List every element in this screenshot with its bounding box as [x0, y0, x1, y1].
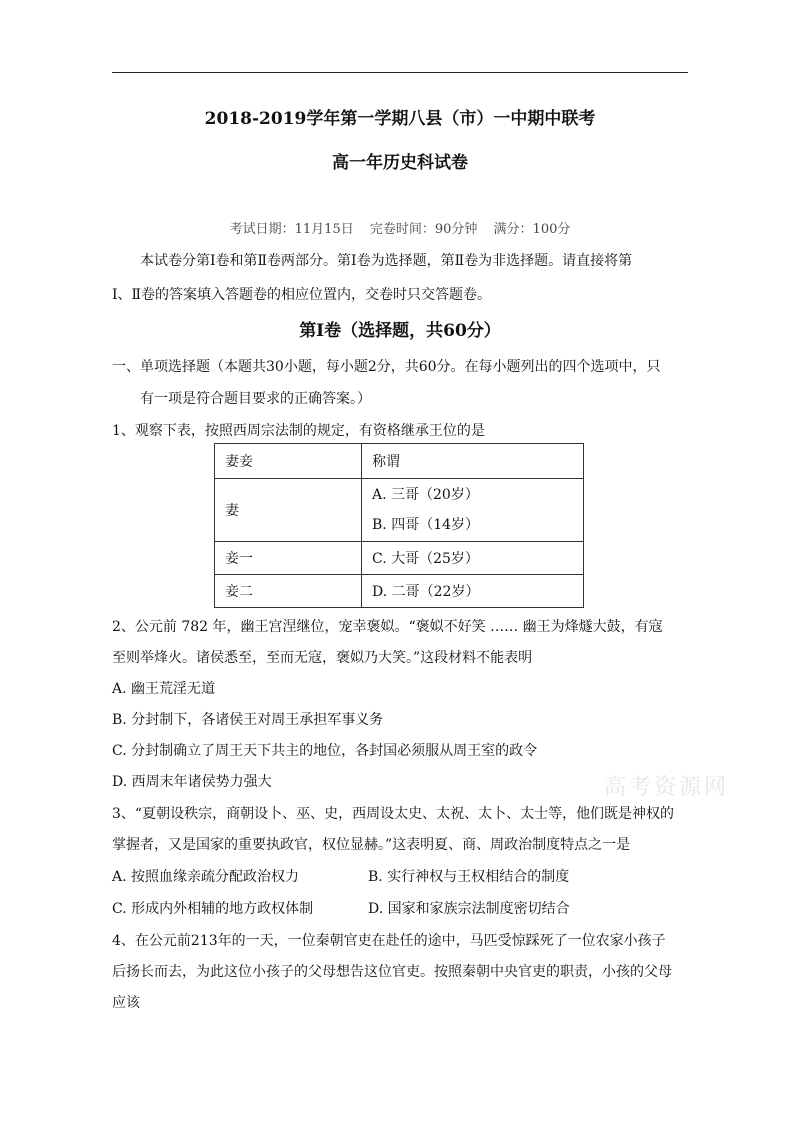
q1-table	[214, 443, 584, 608]
q2-option-a: A. 幽王荒淫无道	[112, 681, 216, 697]
q4-stem-1: 4、在公元前213年的一天，一位秦朝官吏在赴任的途中，马匹受惊踩死了一位农家小孩子	[112, 933, 666, 949]
q2-stem-1: 2、公元前 782 年，幽王宫涅继位，宠幸褒姒。“褒姒不好笑 …… 幽王为烽燧大鼓，有寇	[112, 619, 663, 635]
table-header-cell: 妻妾	[215, 444, 362, 479]
option-c: C. 大哥（25岁）	[362, 542, 584, 575]
watermark: 高考资源网	[604, 775, 730, 800]
top-rule	[112, 72, 688, 73]
q2-option-c: C. 分封制确立了周王天下共主的地位，各封国必须服从周王室的政令	[112, 743, 538, 759]
section-instructions-1: 一、单项选择题（本题共30小题，每小题2分，共60分。在每小题列出的四个选项中，只	[112, 359, 661, 375]
option-b: B. 四哥（14岁）	[372, 517, 480, 533]
table-header-row	[215, 444, 584, 479]
table-row	[215, 575, 584, 608]
q2-option-d: D. 西周末年诸侯势力强大	[112, 774, 272, 790]
exam-subtitle: 高一年历史科试卷	[332, 153, 468, 173]
table-cell-label: 妻	[215, 479, 362, 542]
exam-full-score: 满分：100分	[493, 222, 571, 237]
option-a: A. 三哥（20岁）	[372, 487, 479, 503]
table-row	[215, 479, 584, 542]
q3-option-a: A. 按照血缘亲疏分配政治权力	[112, 869, 300, 885]
table-row	[215, 542, 584, 575]
q4-stem-2: 后扬长而去，为此这位小孩子的父母想告这位官吏。按照秦朝中央官吏的职责，小孩的父母	[112, 964, 672, 980]
q4-stem-3: 应该	[112, 995, 140, 1011]
q3-stem-1: 3、“夏朝设秩宗，商朝设卜、巫、史，西周设太史、太祝、太卜、太士等，他们既是神权的	[112, 806, 675, 822]
q3-option-c: C. 形成内外相辅的地方政权体制	[112, 901, 314, 917]
exam-duration: 完卷时间：90分钟	[369, 222, 478, 237]
q3-stem-2: 掌握者，又是国家的重要执政官，权位显赫。”这表明夏、商、周政治制度特点之一是	[112, 837, 631, 853]
exam-info	[0, 218, 800, 237]
table-cell-label: 妾二	[215, 575, 362, 608]
q2-stem-2: 至则举烽火。诸侯悉至，至而无寇，褒姒乃大笑。”这段材料不能表明	[112, 650, 533, 666]
table-header-cell: 称谓	[362, 444, 584, 479]
option-d: D. 二哥（22岁）	[362, 575, 584, 608]
table-cell-options	[362, 479, 584, 542]
q2-option-b: B. 分封制下，各诸侯王对周王承担军事义务	[112, 712, 384, 728]
table-cell-label: 妾一	[215, 542, 362, 575]
q1-stem: 1、观察下表，按照西周宗法制的规定，有资格继承王位的是	[112, 423, 485, 439]
intro-line-2: Ⅰ、Ⅱ卷的答案填入答题卷的相应位置内，交卷时只交答题卷。	[112, 287, 492, 303]
section-title: 第Ⅰ卷（选择题，共60分）	[299, 321, 501, 341]
exam-date: 考试日期：11月15日	[229, 222, 354, 237]
intro-line-1: 本试卷分第Ⅰ卷和第Ⅱ卷两部分。第Ⅰ卷为选择题，第Ⅱ卷为非选择题。请直接将第	[140, 253, 633, 269]
q3-option-b: B. 实行神权与王权相结合的制度	[368, 869, 570, 885]
exam-title: 2018-2019学年第一学期八县（市）一中期中联考	[204, 109, 596, 129]
q3-option-d: D. 国家和家族宗法制度密切结合	[368, 901, 570, 917]
section-instructions-2: 有一项是符合题目要求的正确答案。）	[140, 391, 371, 407]
